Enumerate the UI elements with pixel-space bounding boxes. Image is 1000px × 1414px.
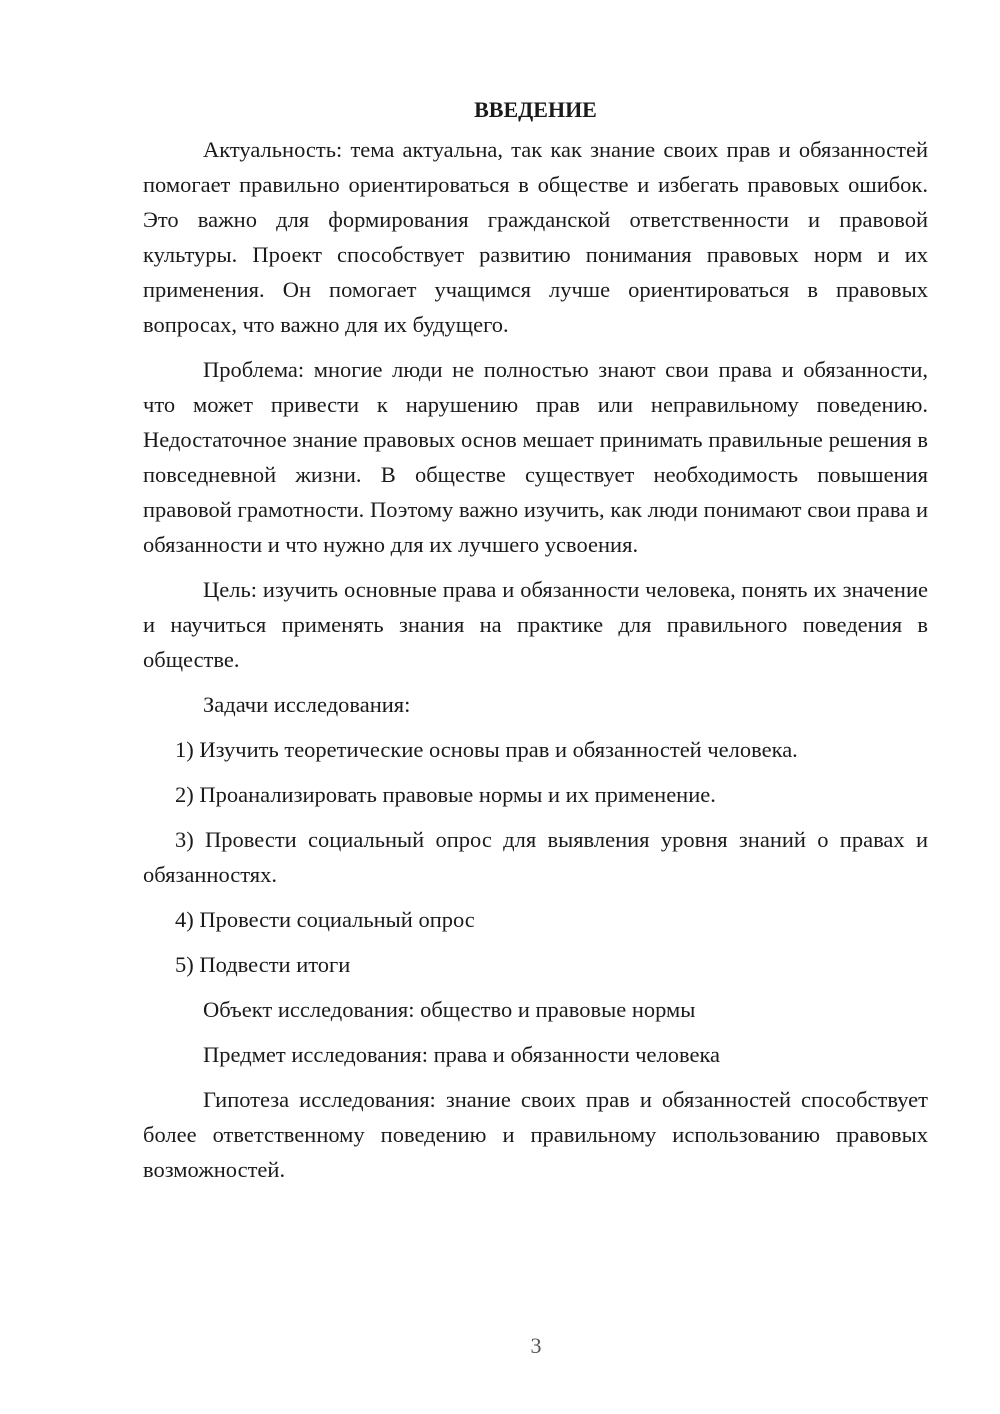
page-number: 3	[530, 1333, 542, 1358]
task-item-1: 1) Изучить теоретические основы прав и обязанностей человека.	[175, 737, 798, 762]
task-item-4: 4) Провести социальный опрос	[175, 907, 475, 932]
problem-paragraph: Проблема: многие люди не полностью знают свои права и обязанности, что может привести к нарушению прав или неправильному поведению. Недостаточное знание правовых основ мешает принимать правильные решения в повседневной жизни. В обществе существует необходимость повышения правовой грамотности. Поэтому важно изучить, как люди понимают свои права и обязанности и что нужно для их лучшего усвоения.	[143, 357, 928, 557]
task-item-3: 3) Провести социальный опрос для выявления уровня знаний о правах и обязанностях.	[143, 827, 928, 887]
relevance-paragraph: Актуальность: тема актуальна, так как знание своих прав и обязанностей помогает правильно ориентироваться в обществе и избегать правовых ошибок. Это важно для формирования гражданской ответственности и правовой культуры. Проект способствует развитию понимания правовых норм и их применения. Он помогает учащимся лучше ориентироваться в правовых вопросах, что важно для их будущего.	[143, 137, 928, 337]
research-object: Объект исследования: общество и правовые нормы	[203, 997, 696, 1022]
section-heading: ВВЕДЕНИЕ	[474, 97, 597, 122]
goal-paragraph: Цель: изучить основные права и обязанности человека, понять их значение и научиться применять знания на практике для правильного поведения в обществе.	[143, 577, 928, 672]
document-page	[143, 90, 928, 1197]
research-subject: Предмет исследования: права и обязанности человека	[203, 1042, 721, 1067]
tasks-title: Задачи исследования:	[203, 692, 411, 717]
research-hypothesis: Гипотеза исследования: знание своих прав и обязанностей способствует более ответственному поведению и правильному использованию правовых возможностей.	[143, 1087, 928, 1182]
task-item-2: 2) Проанализировать правовые нормы и их применение.	[175, 782, 716, 807]
task-item-5: 5) Подвести итоги	[175, 952, 351, 977]
